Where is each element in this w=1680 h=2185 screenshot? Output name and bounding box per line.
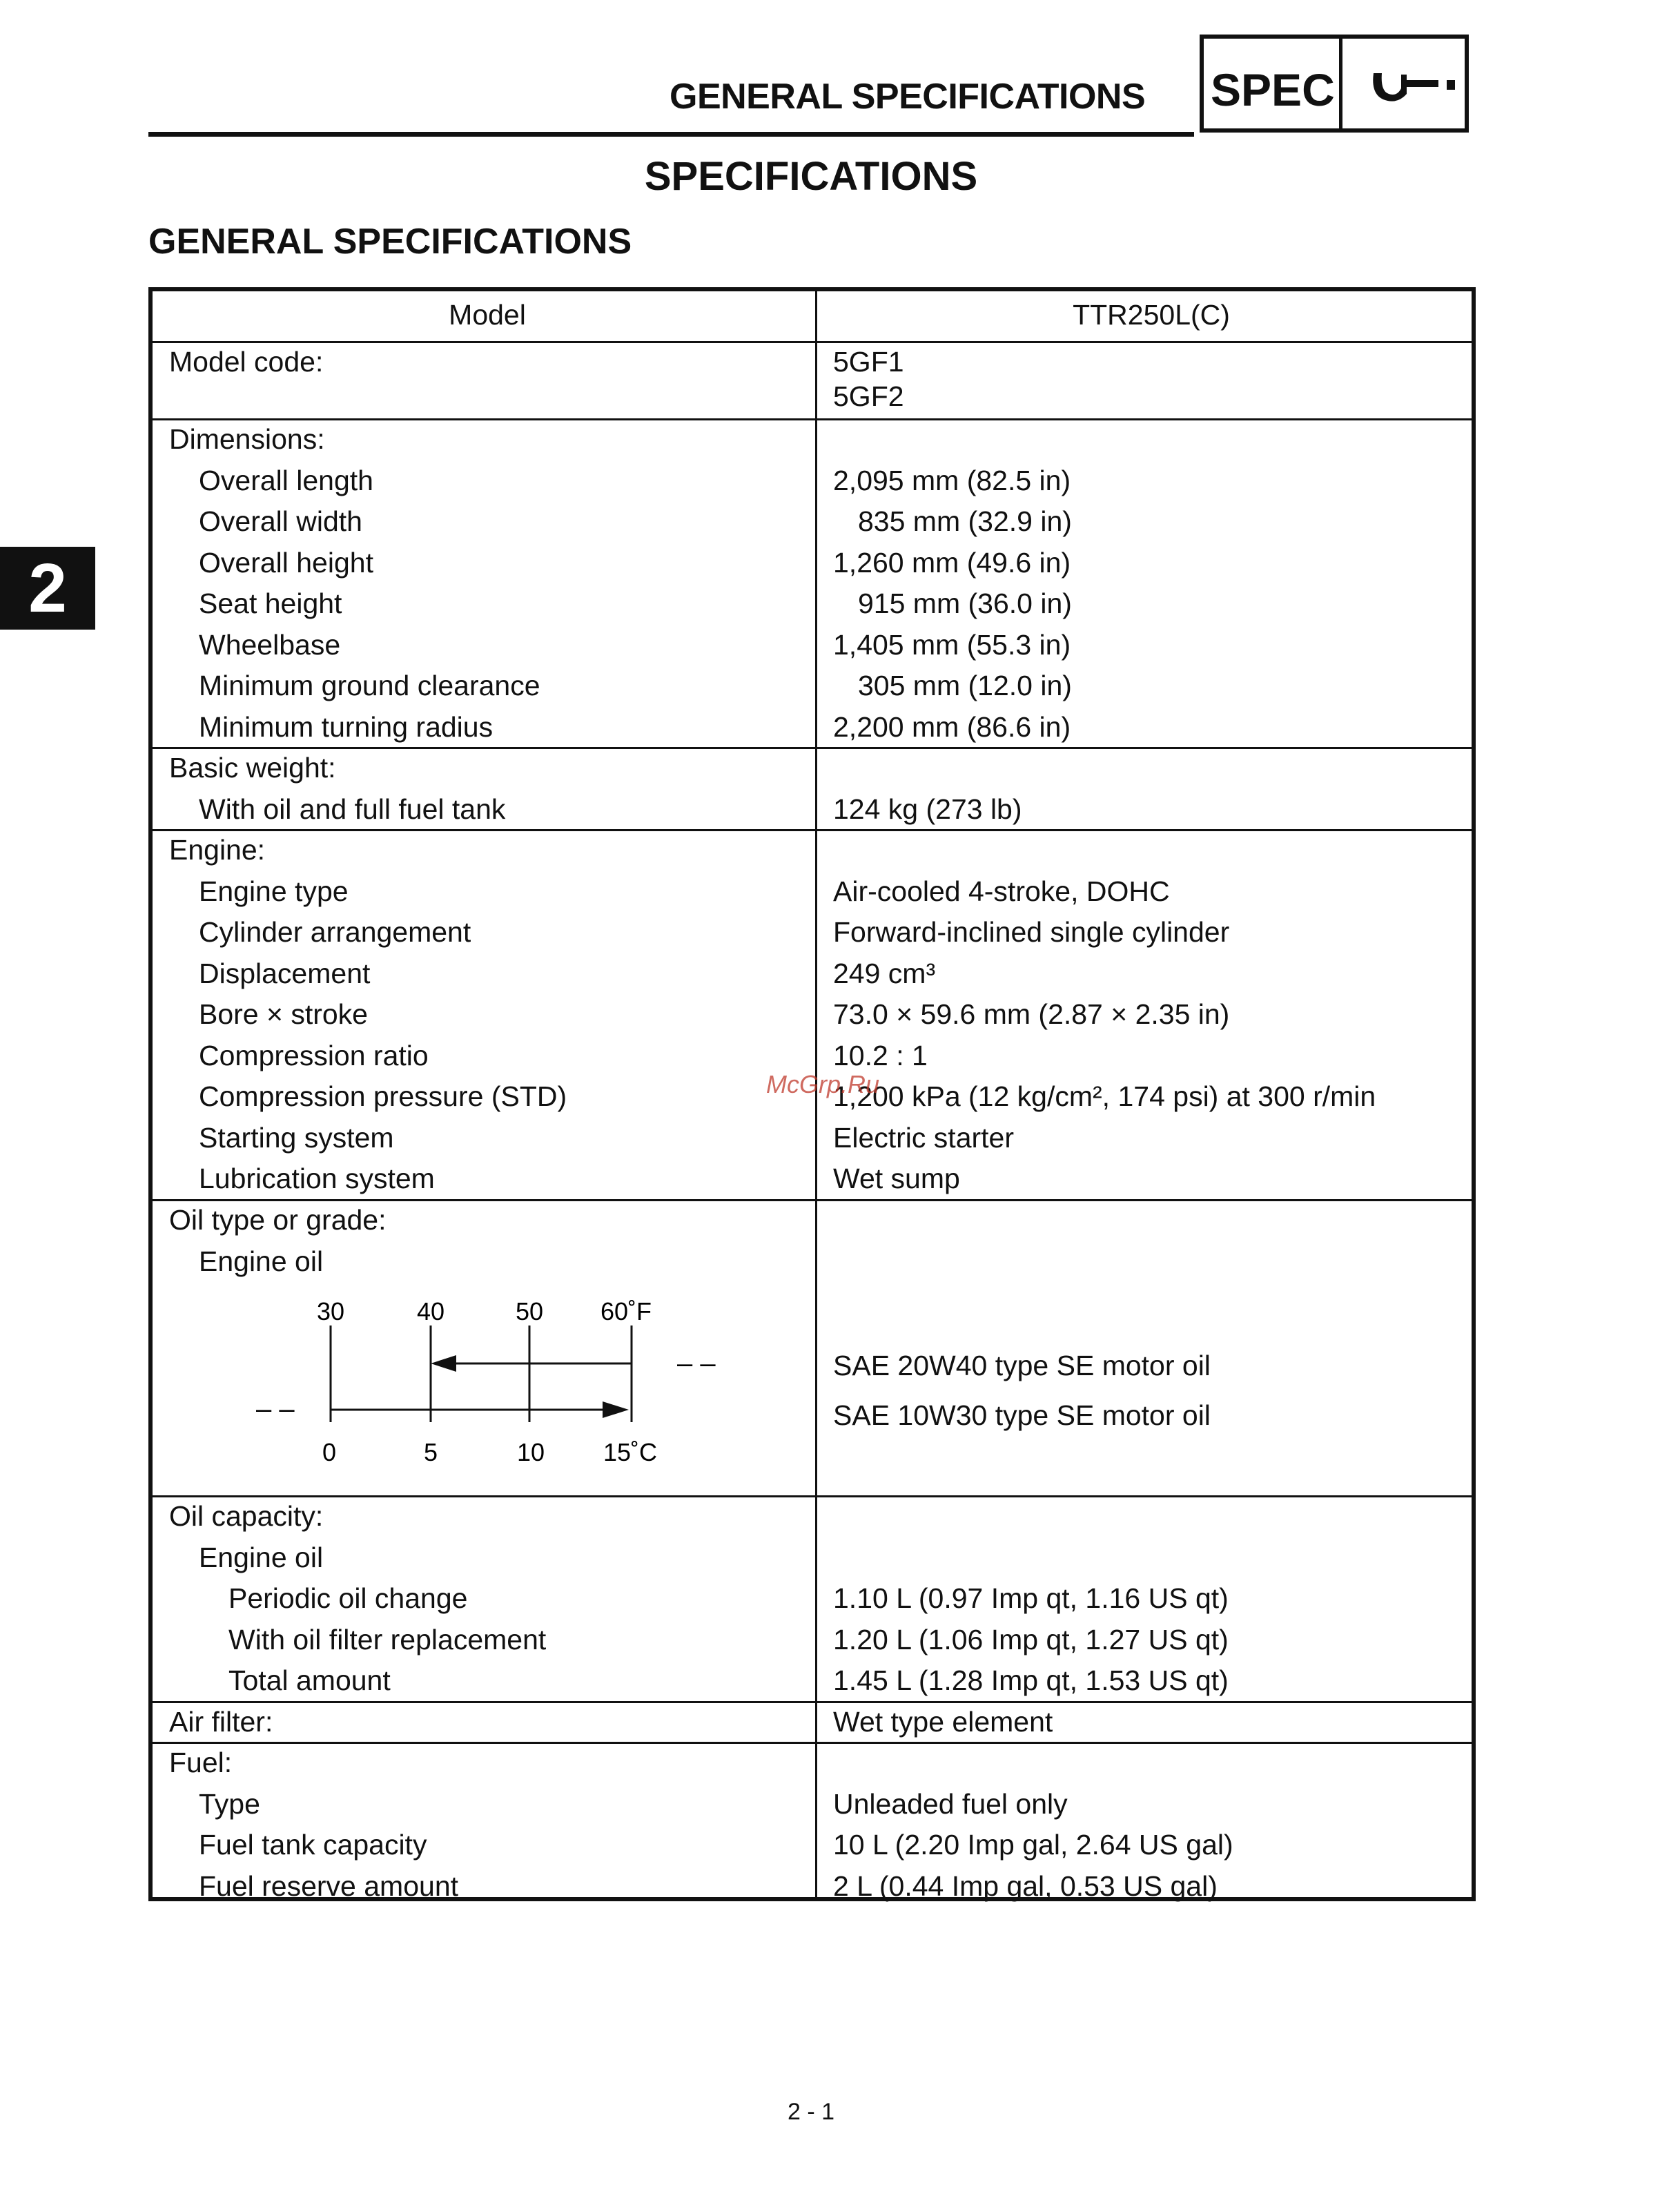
row-divider [153,1495,1472,1497]
overall-length-value: 2,095 mm (82.5 in) [833,465,1071,496]
seat-height-label: Seat height [199,587,342,619]
with-oil-fuel-value: 124 kg (273 lb) [833,793,1022,825]
oil-temperature-chart [153,1272,801,1479]
row-divider [153,1701,1472,1703]
c-label-10: 10 [516,1438,545,1466]
f-label-50: 50 [515,1297,544,1325]
c-label-5: 5 [423,1438,438,1466]
row-divider [153,829,1472,831]
periodic-oil-change-label: Periodic oil change [228,1582,468,1614]
f-label-40: 40 [416,1297,445,1325]
section-title: GENERAL SPECIFICATIONS [148,222,632,262]
table-header-model: Model [449,299,526,331]
starting-system-value: Electric starter [833,1122,1014,1154]
cylinder-arrangement-label: Cylinder arrangement [199,916,471,948]
fuel-tank-capacity-label: Fuel tank capacity [199,1829,427,1861]
row-divider [153,341,1472,343]
overall-width-value: 835 mm (32.9 in) [858,505,1072,537]
header-title: GENERAL SPECIFICATIONS [670,77,1146,117]
air-filter-label: Air filter: [169,1706,273,1738]
fuel-reserve-value: 2 L (0.44 Imp gal, 0.53 US gal) [833,1870,1218,1902]
oil-grade-20w40: SAE 20W40 type SE motor oil [833,1350,1211,1381]
air-filter-value: Wet type element [833,1706,1053,1738]
bore-stroke-label: Bore × stroke [199,998,368,1030]
wheelbase-value: 1,405 mm (55.3 in) [833,629,1071,661]
compression-pressure-value: 1,200 kPa (12 kg/cm², 174 psi) at 300 r/min [833,1080,1376,1112]
page-number: 2 - 1 [787,2099,835,2125]
periodic-oil-change-value: 1.10 L (0.97 Imp qt, 1.16 US qt) [833,1582,1229,1614]
compression-pressure-label: Compression pressure (STD) [199,1080,567,1112]
ground-clearance-label: Minimum ground clearance [199,670,540,701]
compression-ratio-label: Compression ratio [199,1040,429,1071]
total-amount-label: Total amount [228,1664,391,1696]
overall-height-label: Overall height [199,547,373,579]
overall-width-label: Overall width [199,505,362,537]
turning-radius-value: 2,200 mm (86.6 in) [833,711,1071,743]
arrow-head-left [431,1355,456,1372]
spec-badge [1200,35,1469,133]
oil-filter-replacement-value: 1.20 L (1.06 Imp qt, 1.27 US qt) [833,1624,1229,1655]
oil-filter-replacement-label: With oil filter replacement [228,1624,547,1655]
oil-capacity-label: Oil capacity: [169,1500,324,1532]
page-title: SPECIFICATIONS [644,154,978,199]
row-divider [153,418,1472,420]
oil-grade-10w30: SAE 10W30 type SE motor oil [833,1399,1211,1431]
oil-type-label: Oil type or grade: [169,1204,387,1236]
engine-type-value: Air-cooled 4-stroke, DOHC [833,875,1170,907]
wrench-icon [1369,66,1459,108]
f-label-60: 60˚F [600,1297,652,1325]
arrow-head-right [603,1401,629,1418]
table-header-model-name: TTR250L(C) [1073,299,1230,331]
starting-system-label: Starting system [199,1122,394,1154]
model-code-value: 5GF1 [833,346,904,378]
c-label-0: 0 [322,1438,337,1466]
fuel-tank-capacity-value: 10 L (2.20 Imp gal, 2.64 US gal) [833,1829,1233,1861]
row-divider [153,1742,1472,1744]
fuel-type-value: Unleaded fuel only [833,1788,1068,1820]
row-divider [153,747,1472,749]
watermark: McGrp.Ru [766,1070,880,1098]
lubrication-system-value: Wet sump [833,1163,960,1194]
cylinder-arrangement-value: Forward-inclined single cylinder [833,916,1230,948]
overall-height-value: 1,260 mm (49.6 in) [833,547,1071,579]
c-label-15: 15˚C [603,1438,658,1466]
model-code-value: 5GF2 [833,380,904,412]
overall-length-label: Overall length [199,465,373,496]
header-rule [148,132,1194,137]
fuel-label: Fuel: [169,1747,233,1778]
engine-label: Engine: [169,834,266,866]
displacement-label: Displacement [199,958,371,989]
chapter-tab: 2 [0,547,95,630]
f-label-30: 30 [316,1297,345,1325]
with-oil-fuel-label: With oil and full fuel tank [199,793,506,825]
chart-dash-right: – – [677,1348,716,1379]
total-amount-value: 1.45 L (1.28 Imp qt, 1.53 US qt) [833,1664,1229,1696]
chart-dash-left: – – [256,1394,295,1424]
seat-height-value: 915 mm (36.0 in) [858,587,1072,619]
fuel-type-label: Type [199,1788,260,1820]
model-code-label: Model code: [169,346,324,378]
dimensions-label: Dimensions: [169,423,325,455]
compression-ratio-value: 10.2 : 1 [833,1040,928,1071]
bore-stroke-value: 73.0 × 59.6 mm (2.87 × 2.35 in) [833,998,1230,1030]
lubrication-system-label: Lubrication system [199,1163,435,1194]
wheelbase-label: Wheelbase [199,629,341,661]
oil-capacity-engine-oil-label: Engine oil [199,1542,324,1573]
engine-type-label: Engine type [199,875,349,907]
spec-divider [1339,39,1342,128]
oil-type-engine-oil-label: Engine oil [199,1245,324,1277]
basic-weight-label: Basic weight: [169,752,336,784]
spec-label: SPEC [1211,64,1335,115]
displacement-value: 249 cm³ [833,958,936,989]
turning-radius-label: Minimum turning radius [199,711,494,743]
fuel-reserve-label: Fuel reserve amount [199,1870,459,1902]
ground-clearance-value: 305 mm (12.0 in) [858,670,1072,701]
row-divider [153,1199,1472,1201]
